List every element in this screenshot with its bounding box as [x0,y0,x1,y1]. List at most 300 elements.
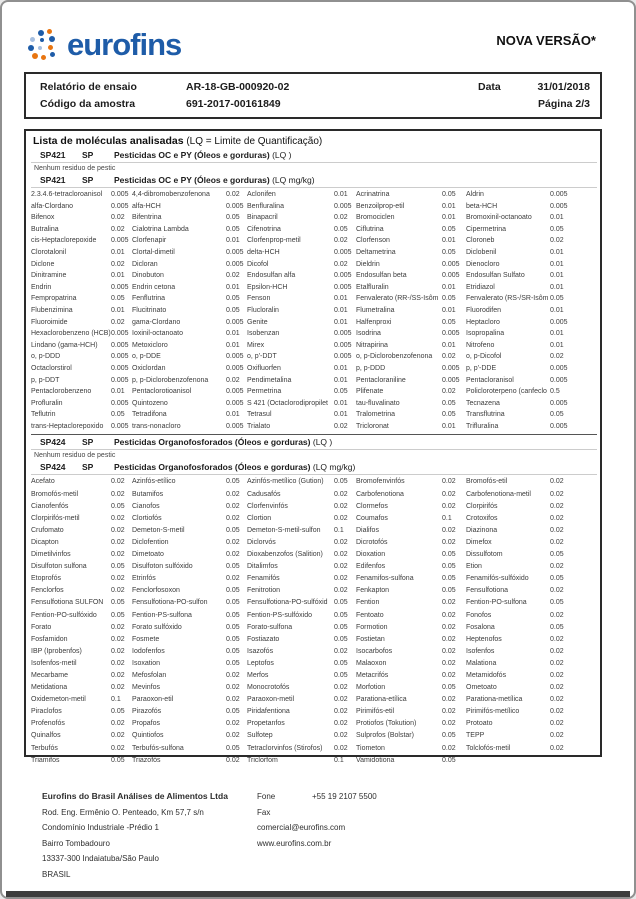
molecule-lq-value: 0.02 [442,635,456,643]
molecule-name: Demeton-S-metil [132,526,185,534]
footer [42,789,602,882]
no-residue-note: Nenhum residuo de pestic [34,452,116,460]
molecule-lq-value: 0.1 [111,696,121,704]
molecule-name: Octaclorstirol [31,364,72,372]
molecule-name: Teflutrin [31,411,56,419]
molecule-name: Endosulfan alfa [247,272,296,280]
molecule-lq-value: 0.05 [334,659,348,667]
molecule-name: Endosulfan beta [356,272,407,280]
molecule-name: Isobenzan [247,330,280,338]
molecule-lq-value: 0.05 [226,623,240,631]
molecule-lq-value: 0.1 [334,526,344,534]
molecule-lq-value: 0.02 [442,659,456,667]
table-row [31,573,597,585]
molecules-list-box [24,129,602,764]
table-row [31,743,597,755]
molecule-name: Hexaclorobenzeno (HCB) [31,330,111,338]
table-row [31,212,597,224]
section-code: SP424 [40,462,66,473]
molecule-name: Parationa-etílica [356,696,407,704]
section-method: Pesticidas OC e PY (Óleos e gorduras) [114,175,270,185]
section-sp: SP [82,150,94,160]
footer-address-line: Rod. Eng. Ermênio O. Penteado, Km 57,7 s/n [42,807,204,817]
molecule-name: Pirimifós-etil [356,708,395,716]
section-method: Pesticidas Organofosforados (Óleos e gorduras) [114,462,311,473]
molecule-lq-value: 0.01 [334,306,348,314]
table-row [31,561,597,573]
molecule-lq-value: 0.02 [111,514,125,522]
molecule-lq-value: 0.05 [226,599,240,607]
molecule-lq-value: 0.01 [550,306,564,314]
molecule-name: Fenamifos-sulfona [356,575,414,583]
molecule-lq-value: 0.05 [550,411,564,419]
molecule-name: Bromofenvinfós [356,478,405,486]
molecule-lq-value: 0.02 [442,744,456,752]
molecule-lq-value: 0.02 [550,708,564,716]
molecule-lq-value: 0.01 [550,283,564,291]
molecule-lq-value: 0.02 [334,684,348,692]
molecule-name: Fenclorfos [31,587,64,595]
molecule-name: S 421 (Octaclorodipropilet [247,399,328,407]
molecule-lq-value: 0.01 [111,248,125,256]
molecule-lq-value: 0.02 [111,526,125,534]
molecule-name: Metidationa [31,684,68,692]
molecule-lq-value: 0.02 [334,214,348,222]
molecule-name: Tetraclorvinfos (Stirofos) [247,744,323,752]
molecule-lq-value: 0.01 [226,283,240,291]
molecule-name: Malaoxon [356,659,387,667]
molecule-name: Profenofós [31,720,65,728]
table-row [31,282,597,294]
molecule-name: alfa-HCH [132,202,161,210]
molecule-name: Policloroterpeno (canfeclo [466,388,547,396]
table-row [31,305,597,317]
molecule-name: Pentacloranisol [466,376,514,384]
page-number: Página 2/3 [538,98,590,110]
molecule-name: gama-Clordano [132,318,181,326]
molecule-lq-value: 0.05 [442,411,456,419]
molecule-name: Ditalimfos [247,563,278,571]
molecule-name: Dinitramine [31,272,67,280]
molecule-name: Trialato [247,422,271,430]
molecule-lq-value: 0.05 [111,502,125,510]
page-bottom-bar [6,891,630,897]
molecule-name: Metacrifós [356,671,389,679]
table-row [31,755,597,767]
molecule-lq-value: 0.05 [334,611,348,619]
molecule-lq-value: 0.05 [226,659,240,667]
molecule-name: Fenkapton [356,587,390,595]
molecule-name: Dicloran [132,260,158,268]
molecule-name: Heptenofos [466,635,502,643]
molecule-name: Sulfotep [247,732,273,740]
table-row [31,730,597,742]
molecule-name: Fensulfotiona-PO-sulfon [132,599,208,607]
molecule-lq-value: 0.02 [442,599,456,607]
molecule-lq-value: 0.02 [550,490,564,498]
list-title-bold: Lista de moléculas analisadas [33,135,184,147]
molecule-name: Flumetralina [356,306,395,314]
molecule-name: IBP (Iprobenfos) [31,647,82,655]
molecule-name: Benfluralina [247,202,284,210]
molecule-name: p, p-Diclorobenzofenona [132,376,209,384]
molecule-lq-value: 0.05 [334,478,348,486]
molecule-name: Fenitrotion [247,587,281,595]
molecule-lq-value: 0.02 [334,538,348,546]
molecule-lq-value: 0.01 [442,202,456,210]
molecule-table [31,475,597,766]
molecule-lq-value [550,755,601,767]
molecule-name: Forato sulfóxido [132,623,182,631]
molecule-lq-value: 0.005 [334,272,352,280]
molecule-name: Trifluralina [466,422,499,430]
molecule-name: Carbofenotiona [356,490,404,498]
molecule-name: Dicapton [31,538,59,546]
molecule-lq-value: 0.01 [334,295,348,303]
molecule-lq-value: 0.01 [226,237,240,245]
method-section [31,149,597,432]
molecule-lq-value: 0.005 [111,364,129,372]
molecule-name: Carbofenotiona-metil [466,490,531,498]
molecule-lq-value: 0.05 [442,225,456,233]
molecule-lq-value: 0.05 [226,526,240,534]
molecule-name: Pirimifós-metílico [466,708,520,716]
molecule-lq-value: 0.02 [111,318,125,326]
molecule-name: beta-HCH [466,202,498,210]
molecule-name: Nitrofeno [466,341,495,349]
molecule-lq-value: 0.02 [111,659,125,667]
molecule-lq-value: 0.02 [550,526,564,534]
molecule-name: Dimetilvinfos [31,551,71,559]
footer-email: comercial@eurofins.com [257,823,346,832]
molecule-name: Diclone [31,260,55,268]
molecule-name: Fonofos [466,611,492,619]
molecule-lq-value: 0.005 [442,272,460,280]
molecule-name: Cianofenfós [31,502,69,510]
molecule-name: Dieldrin [356,260,380,268]
molecule-name: Cipermetrina [466,225,507,233]
molecule-name: Isofenfos [466,647,495,655]
molecule-lq-value: 0.02 [550,587,564,595]
molecule-name: Permetrina [247,388,282,396]
molecule-name: Clorfenapir [132,237,167,245]
molecule-lq-value: 0.02 [111,732,125,740]
molecule-lq-value: 0.01 [550,272,564,280]
table-row [31,189,597,201]
molecule-name: TEPP [466,732,485,740]
molecule-name: Propafos [132,720,161,728]
section-lq-suffix: (LQ mg/kg) [310,462,356,473]
molecule-name: Azinfós-metílico (Gution) [247,478,324,486]
molecule-lq-value: 0.005 [334,353,352,361]
molecule-name: Leptofos [247,659,274,667]
section-header [31,174,597,188]
molecule-name: Quintiofos [132,732,164,740]
molecule-name: Diclofention [132,538,169,546]
molecule-name: o, p-Dicofol [466,353,502,361]
molecule-name: Deltametrina [356,248,396,256]
molecule-name: 4,4-dibromobenzofenona [132,191,210,198]
molecule-lq-value: 0.02 [442,478,456,486]
molecule-lq-value: 0.01 [442,237,456,245]
molecule-name: Nitrapirina [356,341,388,349]
molecule-lq-value: 0.005 [550,399,568,407]
date-label: Data [478,81,501,93]
table-row [31,585,597,597]
section-lq-suffix: (LQ ) [269,150,292,160]
molecule-name: Ciflutrina [356,225,384,233]
table-row [31,489,597,501]
molecule-lq-value: 0.02 [334,720,348,728]
molecule-name: Tetrasul [247,411,272,419]
molecule-name: Fention-PS-sulfona [132,611,192,619]
fax-label: Fax [257,807,271,817]
molecule-lq-value: 0.005 [550,191,568,198]
molecule-name: Dinobuton [132,272,164,280]
molecule-lq-value: 0.02 [111,478,125,486]
molecule-lq-value: 0.005 [442,364,460,372]
molecule-lq-value: 0.02 [226,502,240,510]
molecule-lq-value: 0.005 [334,283,352,291]
molecule-lq-value: 0.02 [334,551,348,559]
molecule-name: Bromofós-metil [31,490,79,498]
molecule-lq-value: 0.02 [111,647,125,655]
molecule-name: Isazofós [247,647,274,655]
no-residue-note: Nenhum residuo de pestic [34,165,116,172]
section-lq-suffix: (LQ mg/kg) [269,175,315,185]
molecule-name: Dissulfotom [466,551,503,559]
molecule-lq-value: 0.02 [550,744,564,752]
section-lq-suffix: (LQ ) [310,437,333,448]
section-header [31,461,597,475]
molecule-name: Fention-PO-sulfóxido [31,611,97,619]
molecule-name: Fensulfotiona [466,587,509,595]
molecule-name: Aldrin [466,191,484,198]
molecule-name: Halfenproxi [356,318,392,326]
molecule-name: Fentoato [356,611,384,619]
molecule-lq-value: 0.02 [111,490,125,498]
molecule-lq-value: 0.02 [442,490,456,498]
molecule-lq-value: 0.005 [111,191,129,198]
molecule-name: Transflutrina [466,411,505,419]
molecule-lq-value: 0.02 [111,587,125,595]
molecule-name: Paraoxon-etil [132,696,174,704]
molecule-lq-value: 0.01 [550,341,564,349]
molecule-name: Tricloronat [356,422,389,430]
molecule-lq-value: 0.02 [111,575,125,583]
molecule-name: Acefato [31,478,55,486]
molecule-name: Metoxicloro [132,341,168,349]
molecule-lq-value: 0.02 [442,538,456,546]
molecule-lq-value: 0.05 [334,623,348,631]
molecule-lq-value: 0.05 [442,587,456,595]
table-row [31,235,597,247]
molecule-lq-value: 0.05 [442,684,456,692]
molecule-name: Triclorfom [247,756,278,764]
molecule-name: Flubenzimina [31,306,73,314]
molecule-lq-value: 0.05 [442,563,456,571]
eurofins-logo-dots-icon [28,29,60,61]
molecule-name: Clorotalonil [31,248,67,256]
molecule-lq-value: 0.02 [442,611,456,619]
molecule-name: Dienocloro [466,260,500,268]
molecule-name: Clortal-dimetil [132,248,175,256]
molecule-name: 2.3.4.6-tetracloroanisol [31,191,103,198]
molecule-lq-value: 0.02 [226,671,240,679]
table-row [31,525,597,537]
molecule-lq-value: 0.02 [442,526,456,534]
molecule-name: Tolclofós-metil [466,744,511,752]
molecule-lq-value: 0.05 [334,599,348,607]
molecule-lq-value: 0.02 [550,671,564,679]
table-row [31,634,597,646]
molecule-lq-value: 0.01 [334,364,348,372]
molecule-lq-value: 0.02 [226,191,240,198]
molecule-name [466,755,550,767]
molecule-lq-value: 0.05 [111,563,125,571]
molecule-lq-value: 0.02 [334,744,348,752]
molecule-name: Endrin [31,283,52,291]
list-title [31,134,597,149]
molecule-name: Epsilon-HCH [247,283,288,291]
table-row [31,718,597,730]
molecule-name: Cialotrina Lambda [132,225,189,233]
molecule-lq-value: 0.005 [442,376,460,384]
molecule-lq-value: 0.1 [442,514,452,522]
molecule-name: Forato-sulfona [247,623,293,631]
molecule-lq-value: 0.05 [111,611,125,619]
molecule-name: Mecarbame [31,671,68,679]
molecule-name: p, p-DDT [31,376,60,384]
molecule-lq-value: 0.05 [111,411,125,419]
table-row [31,658,597,670]
molecule-name: Aclonifen [247,191,276,198]
molecule-lq-value: 0.02 [111,214,125,222]
molecule-name: Azinfós-etílico [132,478,176,486]
molecule-lq-value: 0.02 [442,647,456,655]
molecule-name: delta-HCH [247,248,280,256]
molecule-name: Tiometon [356,744,385,752]
molecule-lq-value: 0.02 [111,635,125,643]
molecule-name: Diazinona [466,526,498,534]
molecule-lq-value: 0.005 [111,341,129,349]
table-row [31,224,597,236]
molecule-lq-value: 0.01 [442,283,456,291]
date-value: 31/01/2018 [537,81,590,93]
molecule-name: Dialifos [356,526,379,534]
table-row [31,610,597,622]
molecule-name: Parationa-metílica [466,696,523,704]
molecule-name: Etoprofós [31,575,61,583]
sections [31,149,597,767]
molecule-lq-value: 0.02 [550,353,564,361]
molecule-name: Vamidotiona [356,756,395,764]
molecule-name: Sulprofos (Bolstar) [356,732,414,740]
molecule-lq-value: 0.02 [111,538,125,546]
report-info-row [40,79,590,96]
molecule-name: Fluoroimide [31,318,68,326]
molecule-name: Mirex [247,341,265,349]
molecule-name: Clorpirifós [466,502,498,510]
molecule-lq-value: 0.02 [442,720,456,728]
molecule-lq-value: 0.02 [334,696,348,704]
molecule-lq-value: 0.005 [226,399,244,407]
section-sp: SP [82,462,94,473]
sample-info-row [40,96,590,113]
molecule-name: tau-fluvalinato [356,399,400,407]
section-sp: SP [82,437,94,448]
molecule-lq-value: 0.02 [550,237,564,245]
molecule-lq-value: 0.05 [226,587,240,595]
molecule-lq-value: 0.02 [442,388,456,396]
method-section [31,434,597,766]
molecule-name: Acrinatrina [356,191,390,198]
molecule-lq-value: 0.05 [226,225,240,233]
molecule-name: Fostiazato [247,635,280,643]
molecule-name: Cloroneb [466,237,495,245]
molecule-lq-value: 0.02 [550,514,564,522]
molecule-lq-value: 0.02 [550,732,564,740]
table-row [31,549,597,561]
molecule-name: Benzoilprop-etil [356,202,405,210]
section-sp: SP [82,175,94,185]
section-method: Pesticidas Organofosforados (Óleos e gorduras) [114,437,311,448]
molecule-lq-value: 0.02 [334,490,348,498]
molecule-name: Clorfenprop-metil [247,237,301,245]
footer-address-line: Condomínio Industriale -Prédio 1 [42,823,159,832]
molecule-lq-value: 0.005 [111,422,129,430]
table-row [31,537,597,549]
molecule-name: Fenamifós [247,575,280,583]
molecule-name: Edifenfos [356,563,386,571]
molecule-lq-value: 0.02 [442,708,456,716]
molecule-lq-value: 0.05 [226,611,240,619]
molecule-lq-value: 0.01 [334,411,348,419]
molecule-name: Bromofós-etil [466,478,508,486]
molecule-name: Isodrina [356,330,381,338]
molecule-lq-value: 0.02 [334,260,348,268]
molecule-lq-value: 0.02 [442,353,456,361]
molecule-lq-value: 0.01 [550,248,564,256]
molecule-name: o, p-DDD [31,353,61,361]
molecule-lq-value: 0.02 [550,538,564,546]
molecule-name: Merfos [247,671,269,679]
molecule-name: cis-Heptaclorepoxide [31,237,97,245]
molecule-name: Paraoxon-metil [247,696,295,704]
molecule-name: Tecnazena [466,399,500,407]
molecule-lq-value: 0.02 [226,514,240,522]
molecule-lq-value: 0.02 [226,720,240,728]
molecule-lq-value: 0.05 [226,306,240,314]
molecule-name: Fenson [247,295,271,303]
table-row [31,363,597,375]
molecule-name: Fosalona [466,623,495,631]
molecule-name: alfa-Clordano [31,202,74,210]
molecule-lq-value: 0.01 [334,191,348,198]
molecule-lq-value: 0.01 [226,330,240,338]
molecule-name: Oxidemeton-metil [31,696,86,704]
molecule-lq-value: 0.02 [226,551,240,559]
molecule-lq-value: 0.005 [226,260,244,268]
molecule-lq-value: 0.02 [334,587,348,595]
molecule-name: o, p-DDE [132,353,161,361]
molecule-lq-value: 0.005 [334,248,352,256]
molecule-lq-value: 0.05 [226,708,240,716]
molecule-lq-value: 0.05 [442,732,456,740]
section-code: SP421 [40,175,66,185]
footer-address-line: Bairro Tombadouro [42,838,110,848]
molecule-lq-value: 0.005 [550,422,568,430]
